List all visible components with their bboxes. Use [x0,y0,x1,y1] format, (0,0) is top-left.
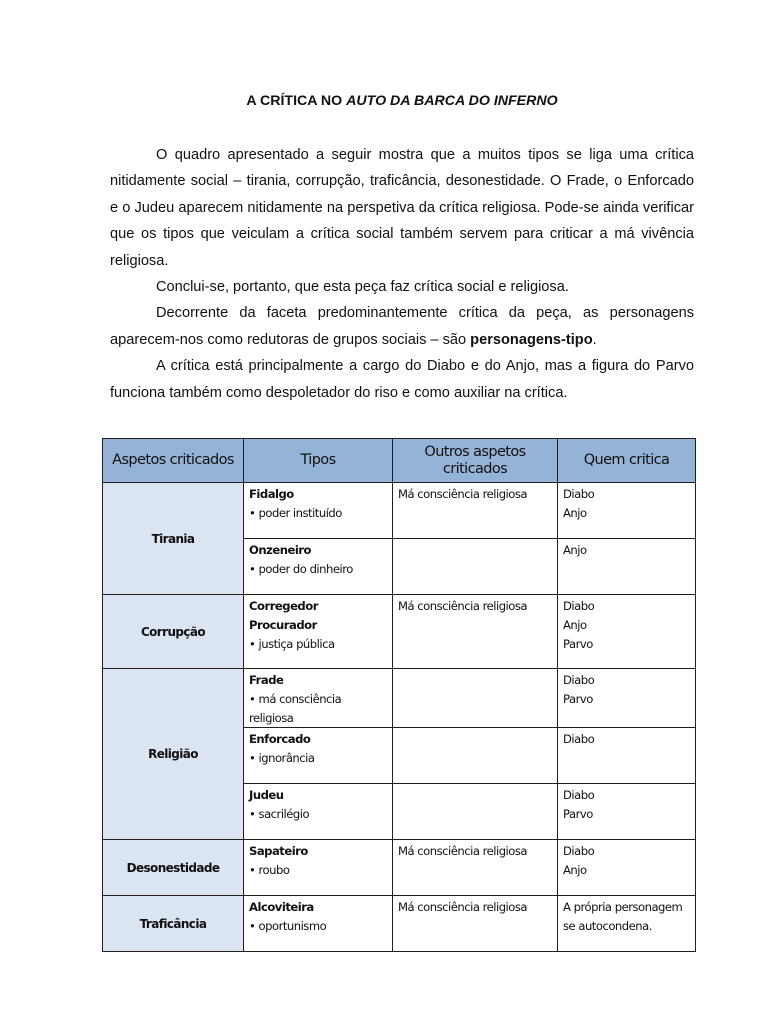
table-row [103,840,696,896]
type-name: Alcoviteira [249,900,314,915]
document-title [0,91,768,111]
paragraph-2: Conclui-se, portanto, que esta peça faz crítica social e religiosa. [156,279,569,296]
paragraph-1: O quadro apresentado a seguir mostra que a muitos tipos se liga uma crítica nitidamente social – tirania, corrupção, traficância, desonestidade. O Frade, o Enforcado e o Judeu aparecem nitidamente na perspetiva da crítica religiosa. Pode-se ainda verificar que os tipos que veiculam a crítica social também servem para criticar a má vivência religiosa. [110,147,694,269]
critic-name: Diabo [563,599,595,613]
type-name: Frade [249,673,284,687]
paragraph-4: A crítica está principalmente a cargo do Diabo e do Anjo, mas a figura do Parvo funciona também como despoletador do riso e como auxiliar na crítica. [110,358,694,401]
other-aspect-text: Má consciência religiosa [398,900,528,915]
other-aspects-cell [393,784,558,840]
critic-name: Diabo [563,487,595,501]
other-aspect-text: Má consciência religiosa [398,487,528,501]
type-note: • justiça pública [249,635,387,654]
table-header-row [103,439,696,483]
type-name: Fidalgo [249,487,294,501]
paragraph-3-text: Decorrente da faceta predominantemente crítica da peça, as personagens aparecem-nos como redutoras de grupos sociais – são [110,305,694,348]
type-cell [244,728,393,784]
type-note: • roubo [249,861,387,880]
aspect-desonestidade: Desonestidade [103,840,244,896]
other-aspects-cell [393,896,558,952]
other-aspects-cell [393,539,558,595]
type-note: • poder instituído [249,504,387,523]
critic-name: Anjo [563,505,587,520]
header-other-aspects: Outros aspetos criticados [393,439,558,483]
critic-name: Parvo [563,636,593,651]
type-note: • poder do dinheiro [249,560,387,579]
critic-cell [558,595,696,669]
other-aspects-cell [393,728,558,784]
paragraph-3 [110,300,694,353]
critic-name: Anjo [563,543,587,557]
critic-name: se autocondena. [563,919,652,934]
type-cell [244,595,393,669]
type-name: Enforcado [249,732,311,747]
table-row [103,483,696,539]
critic-name: Diabo [563,788,595,803]
other-aspect-text: Má consciência religiosa [398,599,528,613]
type-cell [244,483,393,539]
critic-name: A própria personagem [563,900,683,915]
table-row [103,896,696,952]
type-cell [244,539,393,595]
critic-name: Anjo [563,863,587,878]
aspect-traficancia: Traficância [103,896,244,952]
type-name: Judeu [249,788,284,803]
type-name: Onzeneiro [249,543,311,557]
title-prefix: A CRÍTICA NO [246,93,347,109]
aspect-tirania: Tirania [103,483,244,595]
critic-name: Anjo [563,617,587,632]
paragraph-3-end: . [592,331,597,348]
other-aspects-cell [393,669,558,728]
critic-cell [558,539,696,595]
critic-cell [558,896,696,952]
type-note: • oportunismo [249,917,387,936]
criticism-table [102,438,696,952]
type-name: Sapateiro [249,844,308,859]
type-cell [244,669,393,728]
table-row [103,669,696,728]
other-aspects-cell [393,483,558,539]
other-aspect-text: Má consciência religiosa [398,844,528,859]
type-name: Corregedor [249,599,318,613]
other-aspects-cell [393,840,558,896]
body-text [110,142,694,406]
critic-cell [558,840,696,896]
aspect-corrupcao: Corrupção [103,595,244,669]
header-types: Tipos [244,439,393,483]
critic-name: Parvo [563,691,593,706]
type-note: • sacrilégio [249,805,387,824]
type-cell [244,784,393,840]
type-note: • ignorância [249,749,387,768]
critic-cell [558,728,696,784]
type-cell [244,896,393,952]
critic-name: Diabo [563,844,595,859]
critic-cell [558,483,696,539]
header-aspects: Aspetos criticados [103,439,244,483]
type-note: • má consciência religiosa [249,690,387,728]
critic-name: Diabo [563,732,595,747]
critic-name: Diabo [563,673,595,687]
title-play-name: AUTO DA BARCA DO INFERNO [346,93,558,109]
type-name: Procurador [249,617,317,632]
aspect-religiao: Religião [103,669,244,840]
critic-cell [558,784,696,840]
type-cell [244,840,393,896]
table-row [103,595,696,669]
other-aspects-cell [393,595,558,669]
critic-cell [558,669,696,728]
header-who-criticizes: Quem critica [558,439,696,483]
critic-name: Parvo [563,807,593,822]
paragraph-3-bold-term: personagens-tipo [470,331,593,348]
